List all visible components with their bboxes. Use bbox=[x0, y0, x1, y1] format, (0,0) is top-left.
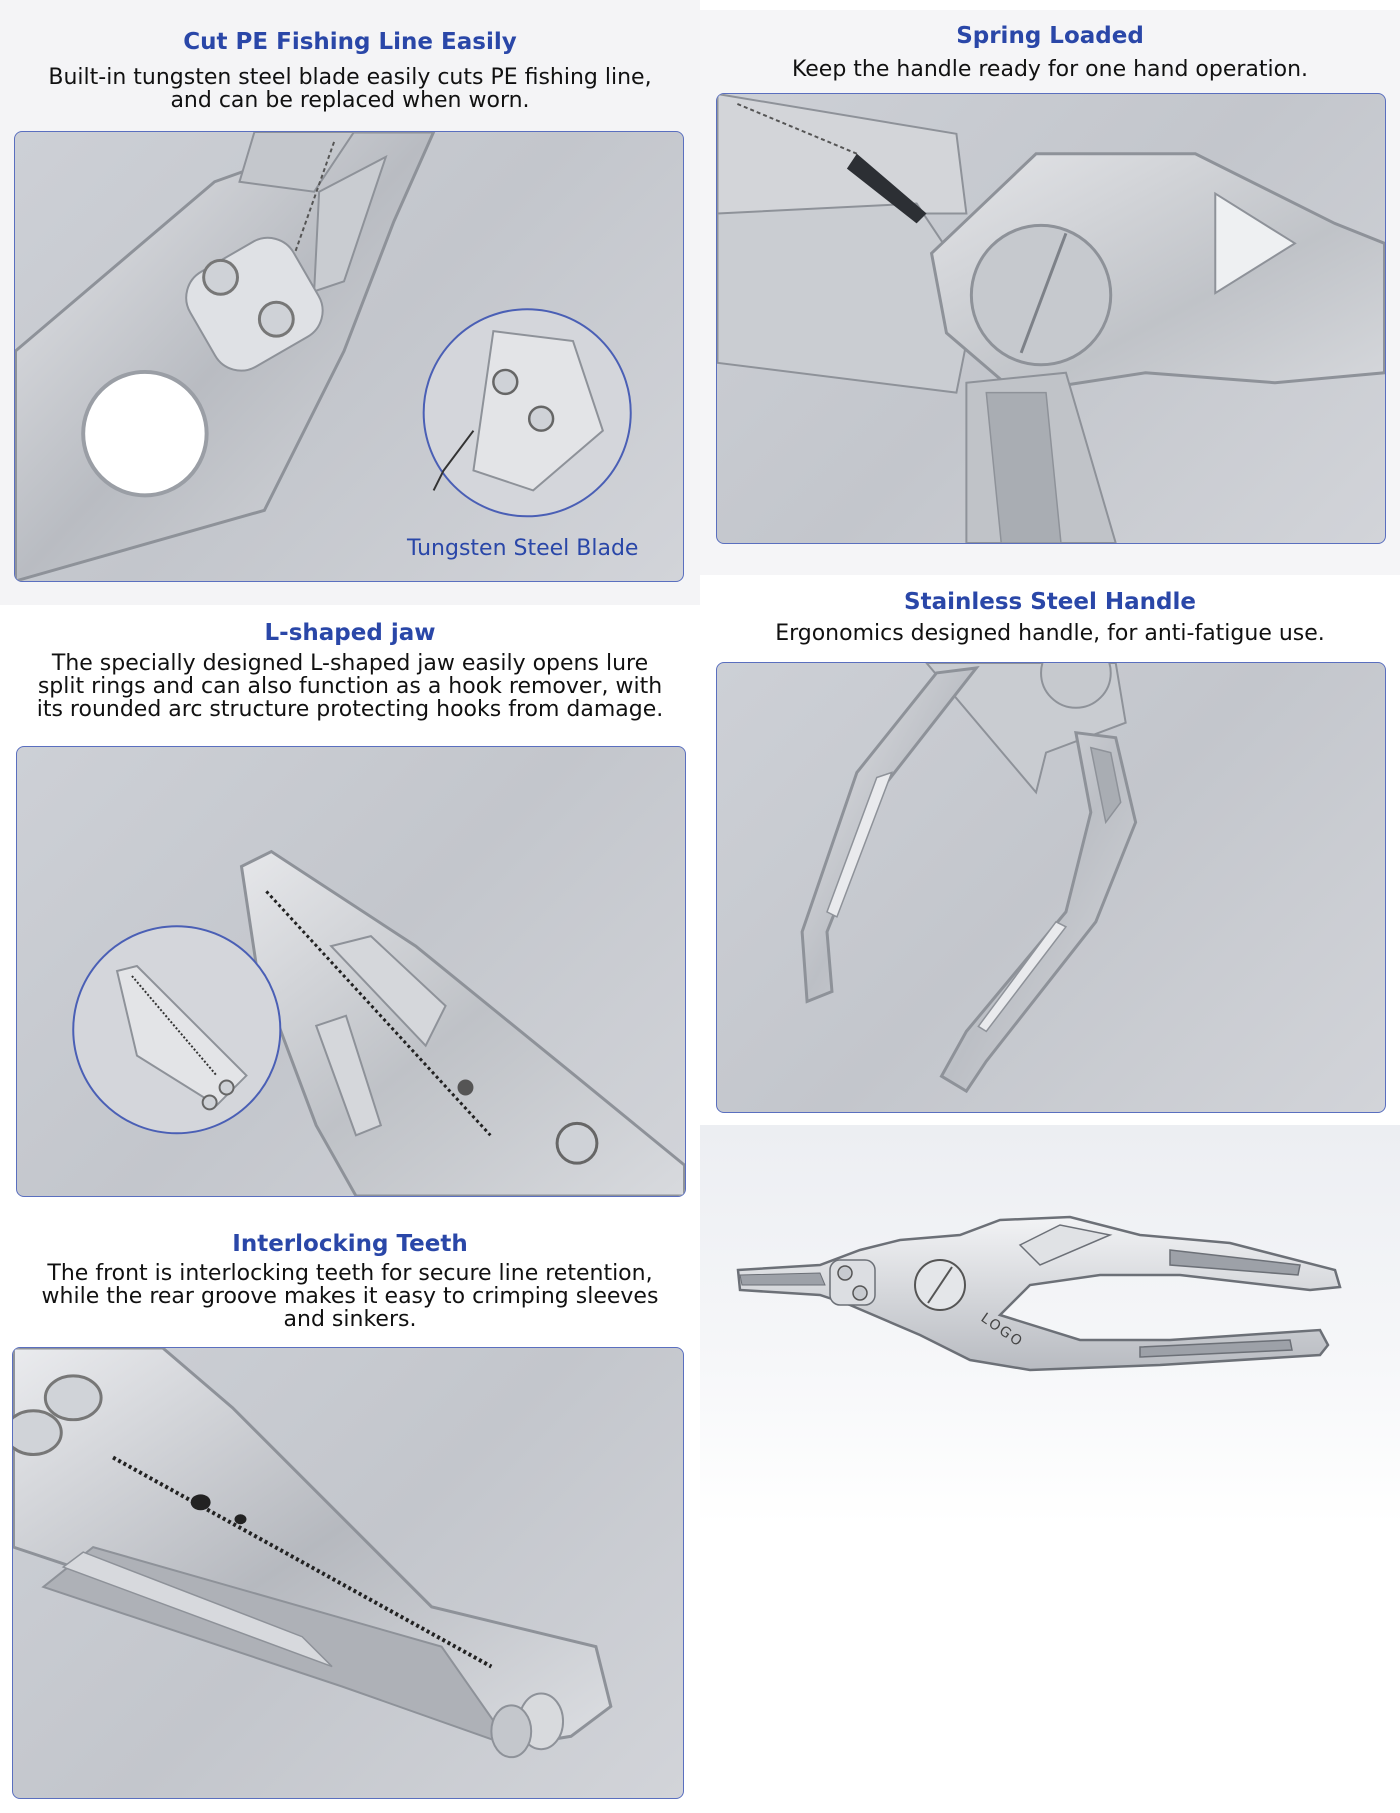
jaw-desc-1: The specially designed L-shaped jaw easily opens lure bbox=[51, 651, 649, 676]
render-logo-text: LOGO bbox=[977, 1310, 1027, 1351]
handle-desc-1: Ergonomics designed handle, for anti-fatigue use. bbox=[775, 621, 1325, 646]
teeth-title: Interlocking Teeth bbox=[232, 1231, 468, 1257]
tungsten-steel-blade-caption: Tungsten Steel Blade bbox=[407, 536, 639, 561]
teeth-desc-3: and sinkers. bbox=[283, 1307, 417, 1332]
cut-line-desc-1: Built-in tungsten steel blade easily cuts PE fishing line, bbox=[48, 65, 652, 90]
jaw-desc-3: its rounded arc structure protecting hooks from damage. bbox=[36, 697, 664, 722]
spring-title: Spring Loaded bbox=[956, 23, 1144, 49]
spring-image-frame bbox=[716, 93, 1386, 544]
pliers-handle-closeup-image bbox=[717, 663, 1385, 1112]
pliers-teeth-closeup-image bbox=[13, 1348, 683, 1798]
jaw-desc-2: split rings and can also function as a hook remover, with bbox=[37, 674, 663, 699]
cut-line-desc-2: and can be replaced when worn. bbox=[170, 88, 530, 113]
cut-line-image-frame bbox=[14, 131, 684, 582]
pliers-jaw-closeup-image bbox=[17, 747, 685, 1196]
handle-title: Stainless Steel Handle bbox=[904, 589, 1196, 615]
jaw-image-frame bbox=[16, 746, 686, 1197]
pliers-pivot-closeup-image bbox=[717, 94, 1385, 543]
handle-image-frame bbox=[716, 662, 1386, 1113]
pliers-blade-closeup-image bbox=[15, 132, 683, 581]
teeth-desc-1: The front is interlocking teeth for secure line retention, bbox=[47, 1261, 653, 1286]
jaw-title: L-shaped jaw bbox=[264, 620, 436, 646]
teeth-image-frame bbox=[12, 1347, 684, 1799]
teeth-desc-2: while the rear groove makes it easy to crimping sleeves bbox=[41, 1284, 659, 1309]
cut-line-title: Cut PE Fishing Line Easily bbox=[183, 29, 517, 55]
spring-desc-1: Keep the handle ready for one hand operation. bbox=[791, 57, 1309, 82]
pliers-full-render-image bbox=[700, 1125, 1400, 1525]
